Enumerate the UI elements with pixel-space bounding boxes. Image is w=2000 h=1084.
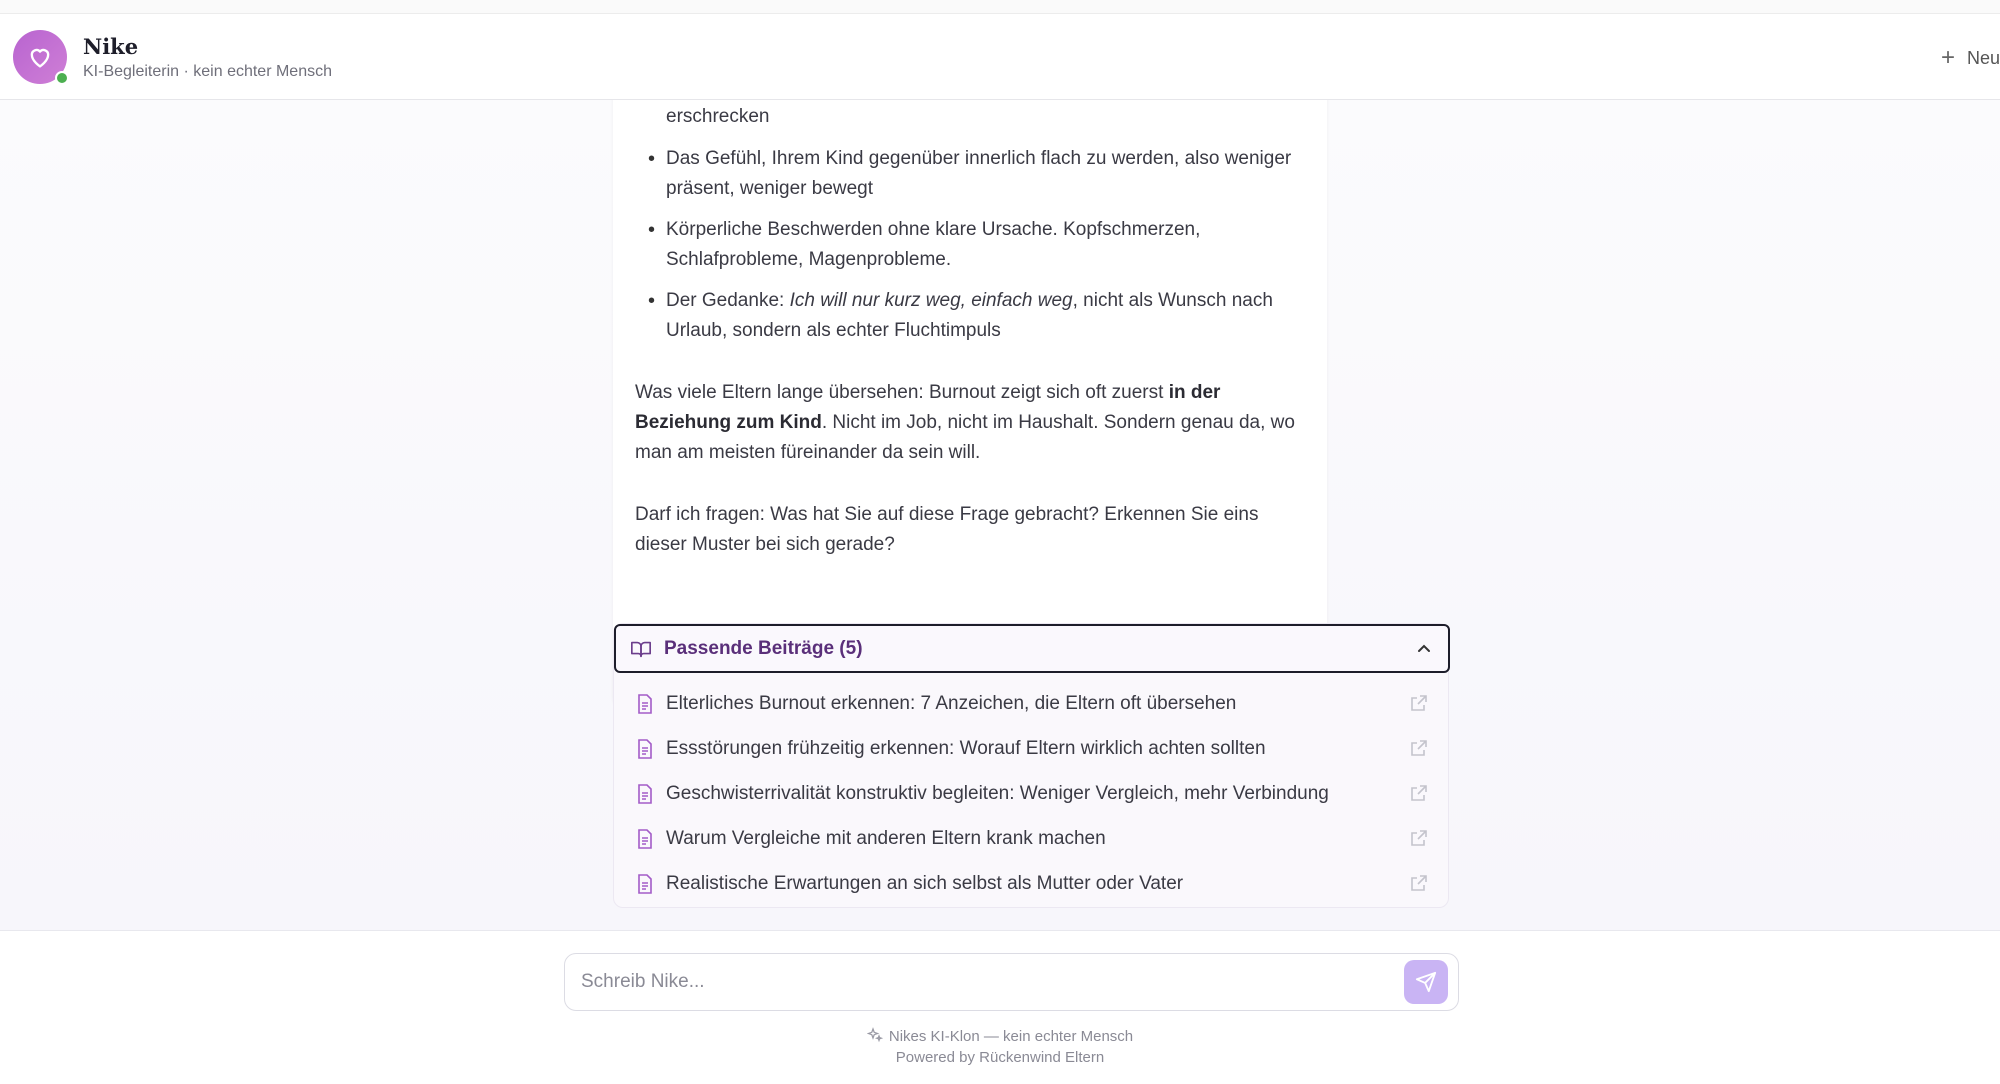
related-article-title: Essstörungen frühzeitig erkennen: Worauf Eltern wirklich achten sollten — [666, 737, 1266, 759]
external-link-icon[interactable] — [1410, 874, 1428, 892]
book-open-icon — [630, 638, 652, 660]
related-article-link[interactable] — [614, 681, 1450, 726]
send-icon — [1415, 971, 1437, 993]
external-link-icon[interactable] — [1410, 739, 1428, 757]
document-icon — [636, 784, 654, 804]
list-item-text: Körperliche Beschwerden ohne klare Ursache. Kopfschmerzen, Schlafprobleme, Magenprobleme. — [666, 219, 1201, 270]
message-input[interactable] — [581, 954, 1361, 1010]
symptom-list — [635, 144, 1315, 357]
related-articles-title: Passende Beiträge (5) — [664, 637, 863, 659]
bot-name: Nike — [83, 34, 139, 59]
plus-icon: + — [1940, 44, 1955, 71]
related-article-title: Realistische Erwartungen an sich selbst als Mutter oder Vater — [666, 872, 1184, 894]
chat-header — [0, 14, 2000, 100]
related-article-link[interactable] — [614, 861, 1450, 906]
list-item-text: Der Gedanke: — [666, 290, 790, 311]
list-item-italic: Ich will nur kurz weg, einfach weg — [789, 290, 1073, 311]
message-input-box[interactable] — [564, 953, 1459, 1011]
powered-by: Powered by Rückenwind Eltern — [895, 1049, 1105, 1066]
related-articles-panel — [613, 623, 1449, 908]
document-icon — [636, 739, 654, 759]
online-status-dot — [55, 71, 69, 85]
disclaimer-text: Nikes KI-Klon — kein echter Mensch — [888, 1028, 1134, 1045]
paragraph-text: Was viele Eltern lange übersehen: Burnout zeigt sich oft zuerst — [635, 382, 1169, 403]
related-article-title: Geschwisterrivalität konstruktiv begleiten: Weniger Vergleich, mehr Verbindung — [666, 782, 1329, 804]
sparkles-icon — [867, 1027, 883, 1043]
chevron-up-icon — [1416, 641, 1432, 657]
document-icon — [636, 829, 654, 849]
disclaimer — [0, 1027, 2000, 1045]
chat-area[interactable] — [0, 100, 2000, 930]
external-link-icon[interactable] — [1410, 784, 1428, 802]
paragraph-bold: in der Beziehung zum Kind — [635, 382, 1221, 433]
message-paragraph: Darf ich fragen: Was hat Sie auf diese Frage gebracht? Erkennen Sie eins dieser Muster bei sich gerade? — [635, 504, 1259, 555]
external-link-icon[interactable] — [1410, 694, 1428, 712]
new-chat-label: Neu — [1966, 47, 2000, 68]
related-article-title: Warum Vergleiche mit anderen Eltern krank machen — [666, 827, 1106, 849]
related-article-title: Elterliches Burnout erkennen: 7 Anzeichen, die Eltern oft übersehen — [666, 692, 1237, 714]
paragraph-text: . Nicht im Job, nicht im Haushalt. Sondern genau da, wo man am meisten füreinander da sein will. — [635, 412, 1295, 463]
external-link-icon[interactable] — [1410, 829, 1428, 847]
top-strip — [0, 0, 2000, 14]
document-icon — [636, 874, 654, 894]
composer-area — [0, 930, 2000, 1084]
message-paragraph — [635, 378, 1305, 468]
related-article-link[interactable] — [614, 726, 1450, 771]
related-article-link[interactable] — [614, 816, 1450, 861]
list-item-text: Das Gefühl, Ihrem Kind gegenüber innerlich flach zu werden, also weniger präsent, weniger bewegt — [666, 148, 1292, 199]
list-item — [635, 215, 1315, 275]
related-articles-toggle[interactable] — [614, 624, 1450, 673]
list-item — [635, 286, 1315, 346]
related-article-link[interactable] — [614, 771, 1450, 816]
document-icon — [636, 694, 654, 714]
send-button[interactable] — [1404, 960, 1448, 1004]
list-item-text: , nicht als Wunsch nach Urlaub, sondern als echter Fluchtimpuls — [666, 290, 1273, 341]
list-item — [635, 144, 1315, 204]
partial-line: erschrecken — [666, 106, 770, 127]
bot-subtitle: KI-Begleiterin · kein echter Mensch — [83, 63, 332, 80]
new-chat-button[interactable] — [1933, 44, 2000, 72]
heart-icon — [26, 43, 54, 71]
